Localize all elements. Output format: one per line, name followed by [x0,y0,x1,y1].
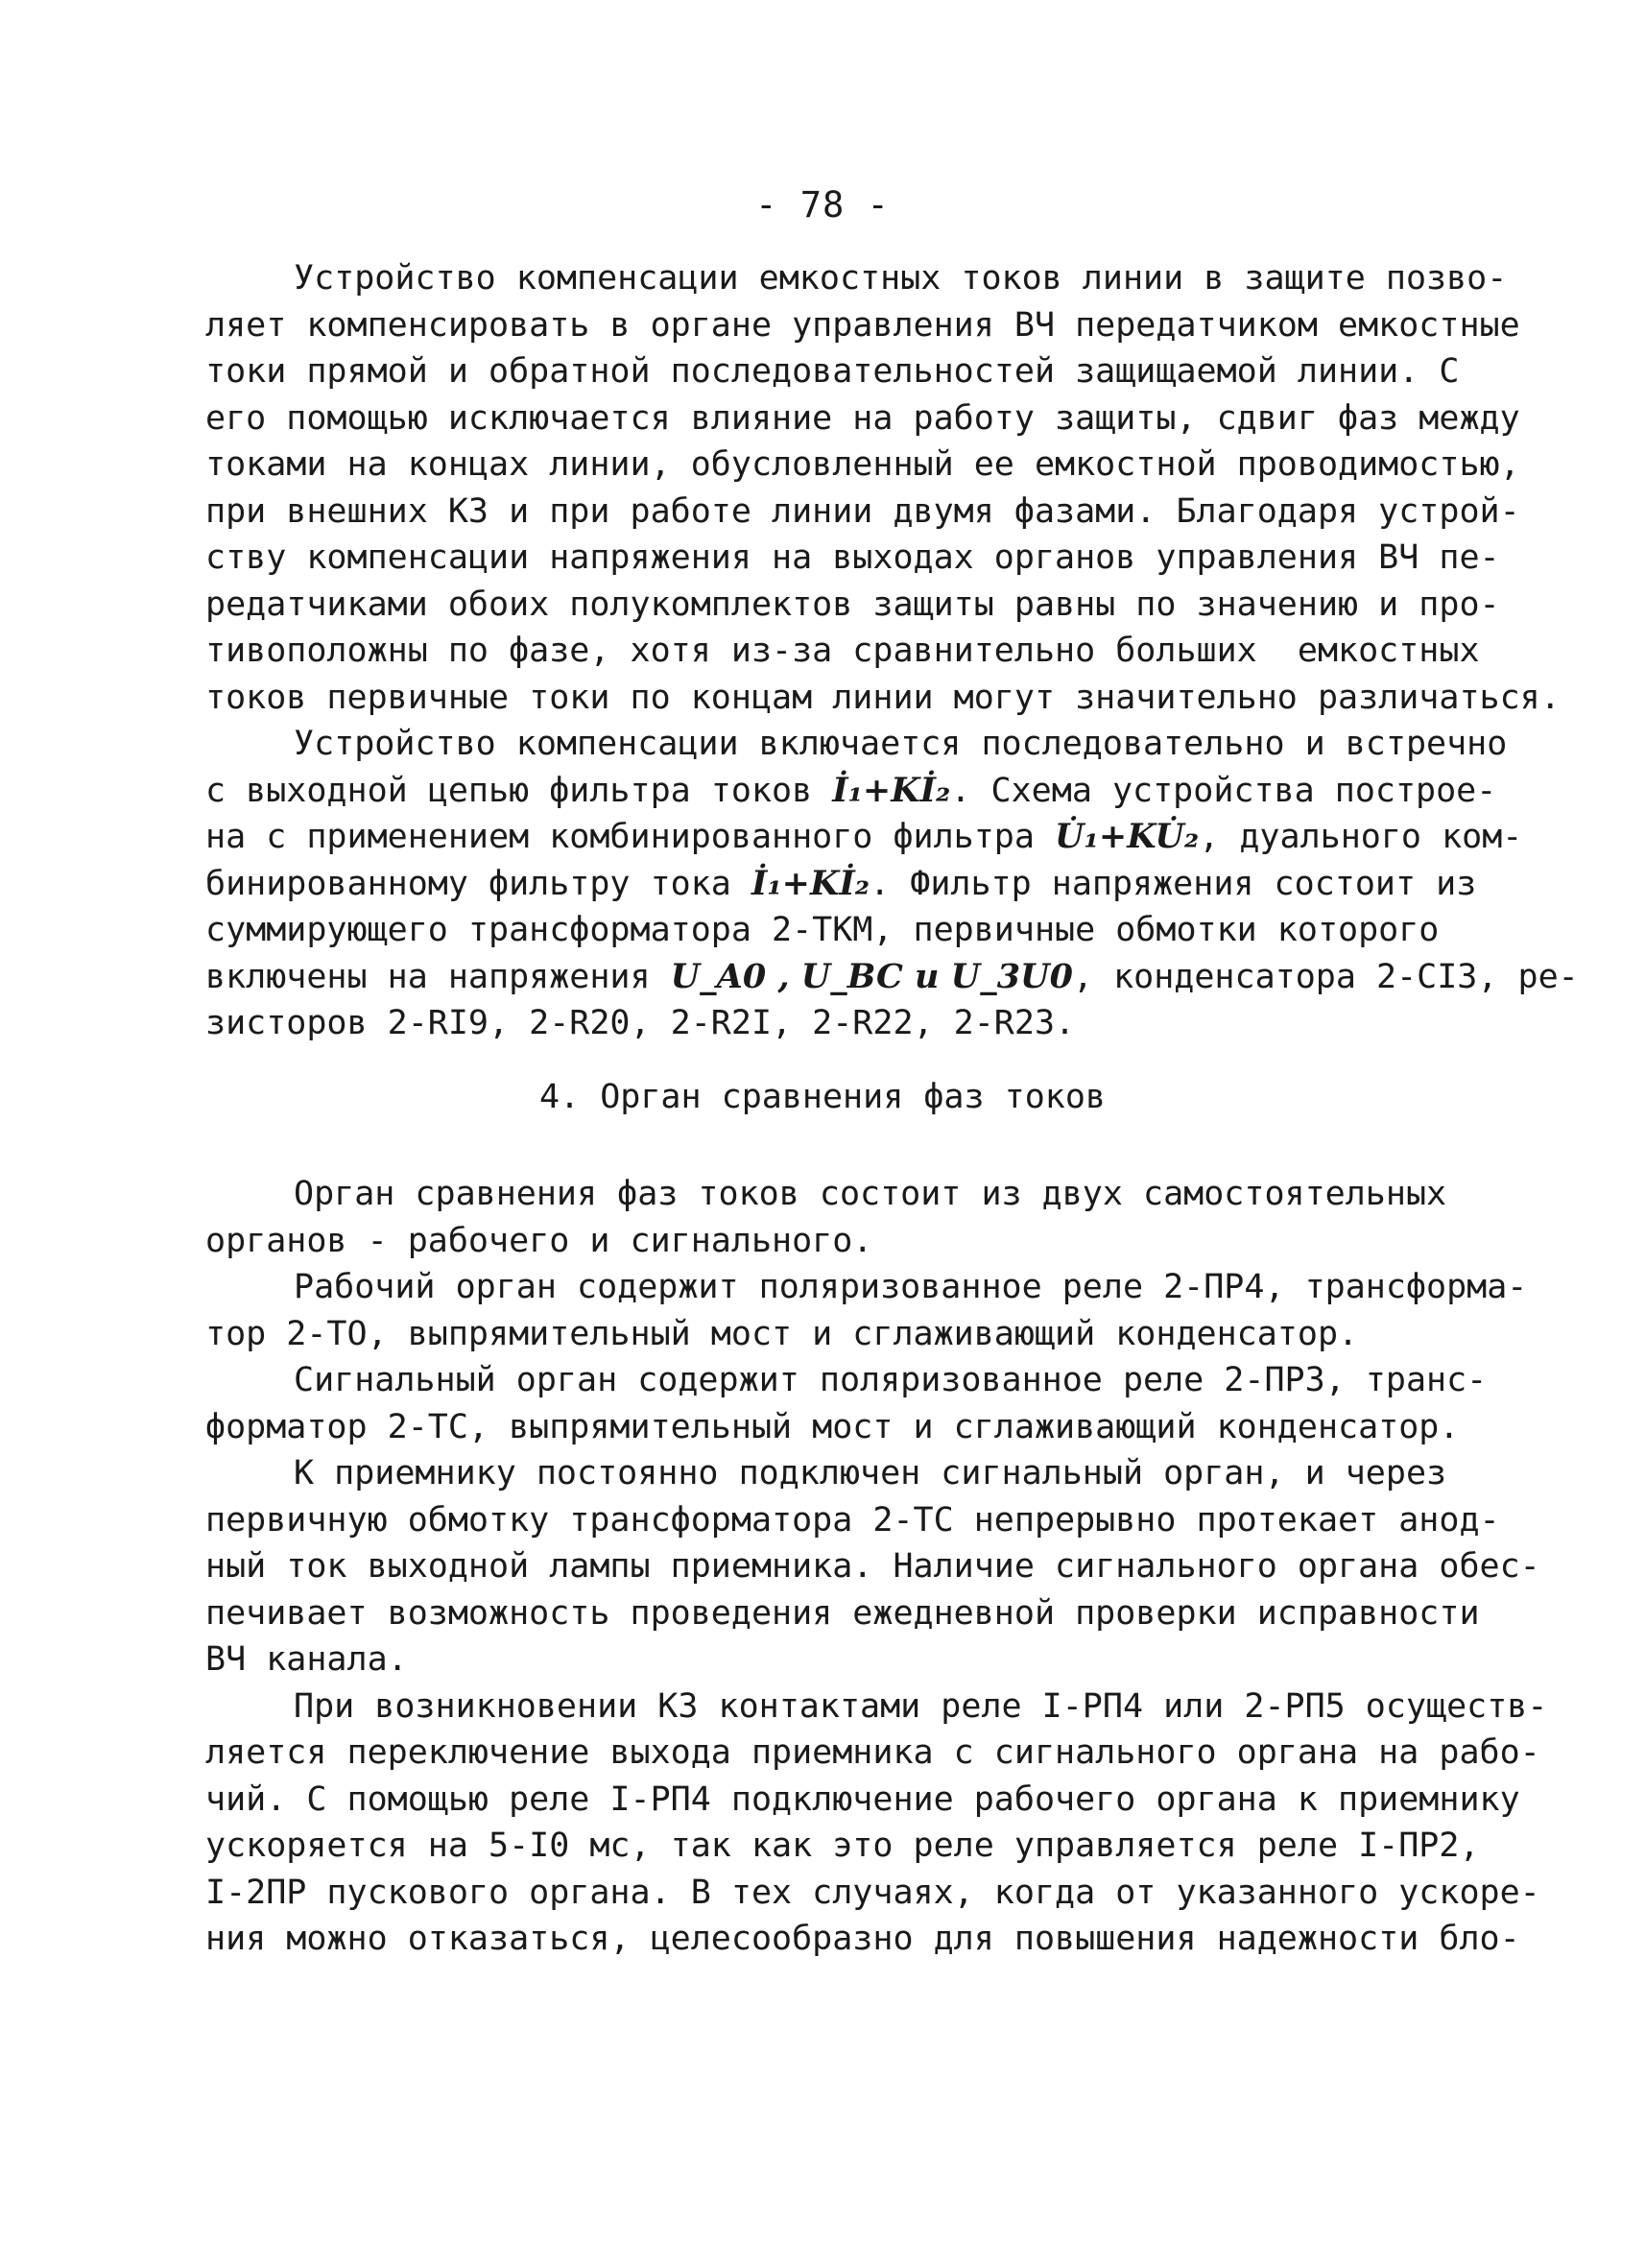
text-line: первичную обмотку трансформатора 2-ТС непрерывно протекает анод- [205,1500,1500,1540]
text-line: ляет компенсировать в органе управления ВЧ передатчиком емкостные [205,305,1520,345]
formula-current-filter-2: İ₁+Kİ₂ [751,863,870,903]
text-line-with-formula [205,861,1477,908]
text-line: ляется переключение выхода приемника с сигнального органа на рабо- [205,1733,1540,1772]
text-line: Устройство компенсации включается последовательно и встречно [294,725,1508,763]
text-segment: на с применением комбинированного фильтра [205,818,1056,856]
text-line: ускоряется на 5-I0 мс, так как это реле управляется реле I-ПР2, [205,1826,1480,1865]
text-line: ству компенсации напряжения на выходах органов управления ВЧ пе- [205,538,1500,577]
text-line: зисторов 2-RI9, 2-R20, 2-R2I, 2-R22, 2-R23. [205,1004,1076,1042]
text-line: ный ток выходной лампы приемника. Наличие сигнального органа обес- [205,1547,1540,1586]
paragraph-block-1 [205,255,1579,1047]
formula-voltages: U_A0 , U_BC и U_3U0 [670,956,1073,996]
text-line: суммирующего трансформатора 2-ТКМ, первичные обмотки которого [205,911,1440,949]
formula-voltage-filter: U̇₁+KU̇₂ [1055,817,1200,856]
text-line: Сигнальный орган содержит поляризованное реле 2-ПР3, транс- [294,1361,1488,1399]
paragraph-block-2 [205,1171,1548,1963]
text-line: При возникновении КЗ контактами реле I-РП4 или 2-РП5 осуществ- [294,1686,1548,1726]
text-line: токов первичные токи по концам линии могут значительно различаться. [205,678,1561,717]
text-segment: бинированному фильтру тока [205,864,751,903]
text-line: Орган сравнения фаз токов состоит из двух самостоятельных [294,1175,1447,1213]
text-line: форматор 2-ТС, выпрямительный мост и сглаживающий конденсатор. [205,1407,1460,1446]
text-line-with-formula [205,768,1497,815]
text-line: I-2ПР пускового органа. В тех случаях, когда от указанного ускоре- [205,1873,1540,1912]
text-segment: . Схема устройства построе- [950,771,1497,810]
text-line: токами на концах линии, обусловленный ее емкостной проводимостью, [205,445,1520,484]
text-line: К приемнику постоянно подключен сигнальный орган, и через [294,1454,1447,1492]
text-line: печивает возможность проведения ежедневной проверки исправности [205,1593,1480,1633]
text-line: органов - рабочего и сигнального. [205,1221,873,1260]
text-line-with-formula [205,814,1523,861]
text-line: тивоположны по фазе, хотя из-за сравнительно больших емкостных [205,632,1480,670]
text-line: токи прямой и обратной последовательностей защищаемой линии. С [205,352,1460,391]
text-segment: с выходной цепью фильтра токов [205,771,833,810]
text-segment: , дуального ком- [1199,818,1523,856]
text-line: тор 2-ТО, выпрямительный мост и сглаживающий конденсатор. [205,1314,1359,1353]
text-line: редатчиками обоих полукомплектов защиты равны по значению и про- [205,585,1500,624]
text-line: чий. С помощью реле I-РП4 подключение рабочего органа к приемнику [205,1779,1520,1819]
text-line: Устройство компенсации емкостных токов линии в защите позво- [294,259,1508,298]
text-segment: , конденсатора 2-СI3, ре- [1072,957,1579,996]
page-number: - 78 - [755,184,890,226]
text-line: его помощью исключается влияние на работу защиты, сдвиг фаз между [205,398,1520,438]
text-line: ния можно отказаться, целесообразно для повышения надежности бло- [205,1920,1520,1958]
text-line: при внешних КЗ и при работе линии двумя фазами. Благодаря устрой- [205,491,1520,531]
text-line-with-formula [205,954,1579,1001]
text-segment: включены на напряжения [205,957,671,996]
section-heading: 4. Орган сравнения фаз токов [538,1078,1106,1116]
text-segment: . Фильтр напряжения состоит из [870,864,1477,903]
formula-current-filter: İ₁+Kİ₂ [832,770,951,810]
text-line: ВЧ канала. [205,1640,408,1679]
text-line: Рабочий орган содержит поляризованное реле 2-ПР4, трансформа- [294,1268,1528,1306]
